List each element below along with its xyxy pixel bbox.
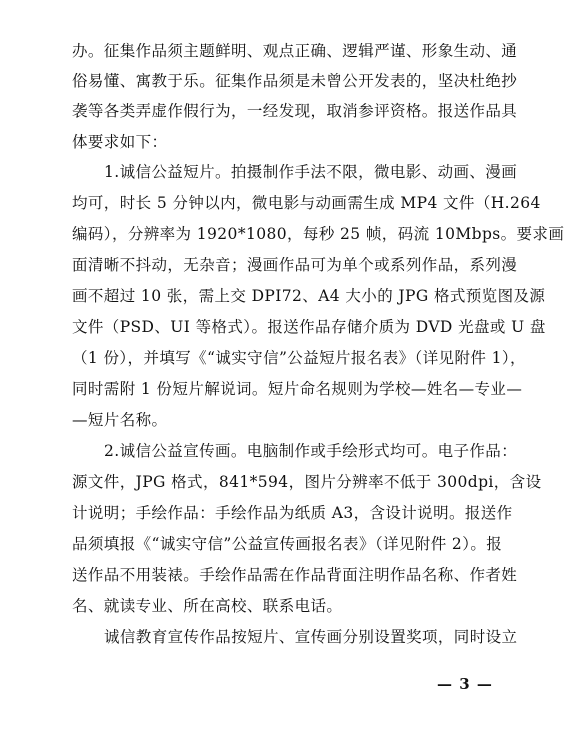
text-line: 品须填报《“诚实守信”公益宣传画报名表》（详见附件 2）。报 [72, 535, 503, 553]
text-line: 办。征集作品须主题鲜明、观点正确、逻辑严谨、形象生动、通 [72, 42, 518, 60]
text-line: 诚信教育宣传作品按短片、宣传画分别设置奖项，同时设立 [104, 628, 518, 646]
text-line: 俗易懂、寓教于乐。征集作品须是未曾公开发表的，坚决杜绝抄 [72, 72, 518, 90]
text-line: 送作品不用装裱。手绘作品需在作品背面注明作品名称、作者姓 [72, 566, 518, 584]
text-line: 画不超过 10 张，需上交 DPI72、A4 大小的 JPG 格式预览图及源 [72, 287, 546, 305]
text-line: 均可，时长 5 分钟以内，微电影与动画需生成 MP4 文件（H.264 [72, 194, 541, 212]
text-line: 面清晰不抖动，无杂音；漫画作品可为单个或系列作品，系列漫 [72, 256, 518, 274]
text-line: 名、就读专业、所在高校、联系电话。 [72, 597, 343, 615]
text-line: 袭等各类弄虚作假行为，一经发现，取消参评资格。报送作品具 [72, 102, 518, 120]
text-line: 计说明；手绘作品：手绘作品为纸质 A3，含设计说明。报送作 [72, 504, 513, 522]
text-line: 体要求如下： [72, 133, 168, 151]
text-line: 2.诚信公益宣传画。电脑制作或手绘形式均可。电子作品： [104, 442, 518, 460]
text-line: 同时需附 1 份短片解说词。短片命名规则为学校—姓名—专业— [72, 380, 523, 398]
text-line: 源文件，JPG 格式，841*594，图片分辨率不低于 300dpi，含设 [72, 473, 542, 491]
text-line: （1 份），并填写《“诚实守信”公益短片报名表》（详见附件 1）， [72, 349, 526, 367]
text-line: —短片名称。 [72, 411, 168, 429]
page-number: — 3 — [437, 675, 493, 693]
text-line: 1.诚信公益短片。拍摄制作手法不限，微电影、动画、漫画 [104, 163, 518, 181]
text-line: 编码），分辨率为 1920*1080，每秒 25 帧，码流 10Mbps。要求画 [72, 225, 565, 243]
text-line: 文件（PSD、UI 等格式）。报送作品存储介质为 DVD 光盘或 U 盘 [72, 318, 546, 336]
